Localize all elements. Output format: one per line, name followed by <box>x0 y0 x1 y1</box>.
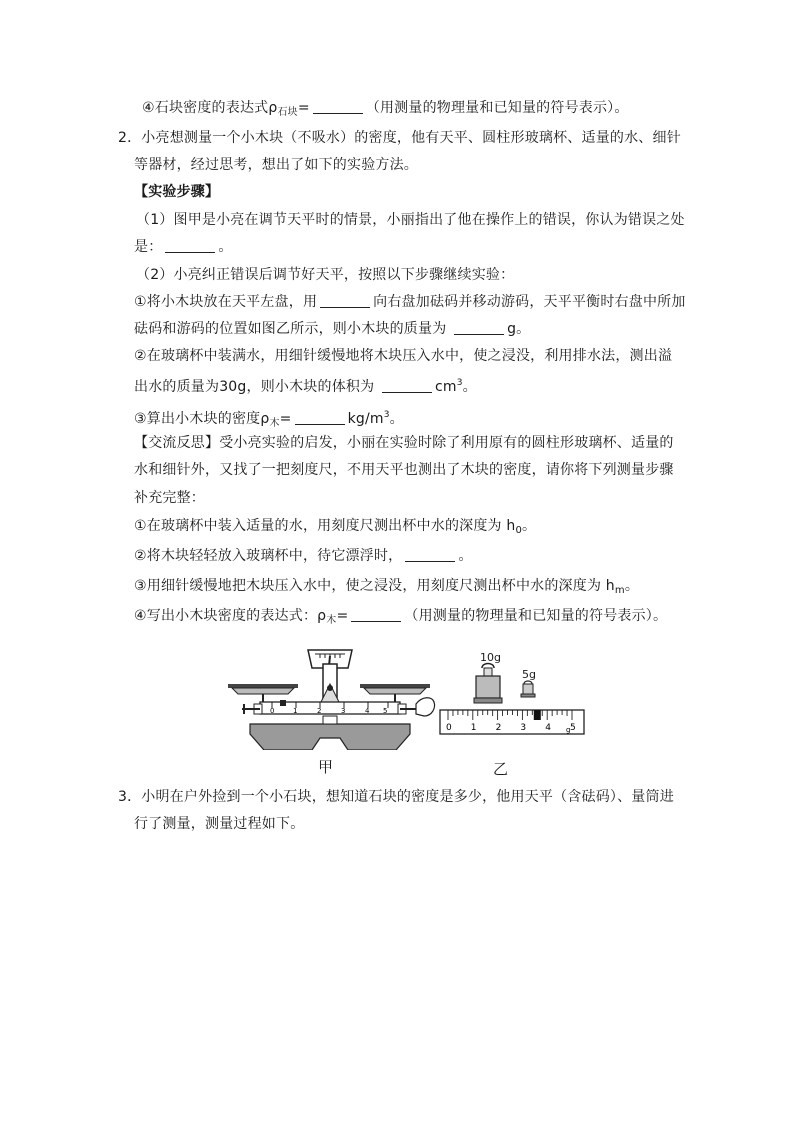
svg-text:3: 3 <box>341 707 346 715</box>
svg-text:4: 4 <box>365 707 370 715</box>
figure-label-b: 乙 <box>493 760 509 778</box>
reflection-line-1: 【交流反思】受小亮实验的启发，小丽在实验时除了利用原有的圆柱形玻璃杯、适量的 <box>134 435 674 451</box>
step-2c-line: ③算出小木块的密度$\rho_木= kg/m^3$。 <box>134 410 404 429</box>
answer-blank[interactable] <box>295 410 345 425</box>
answer-blank[interactable] <box>454 320 504 335</box>
reflection-step-1: ①在玻璃杯中装入适量的水，用刻度尺测出杯中水的深度为 $h_0$。 <box>134 518 537 536</box>
step-2-text: （2）小亮纠正错误后调节好天平，按照以下步骤继续实验： <box>136 267 515 283</box>
question-3-line-2: 行了测量，测量过程如下。 <box>134 816 305 832</box>
step-2a-line-1: ①将小木块放在天平左盘，用 向右盘加砝码并移动游码，天平平衡时右盘中所加 <box>134 294 686 310</box>
weight-5g-label: 5g <box>522 668 536 681</box>
formula-rock-density: ④石块密度的表达式$\rho_{石块}=$ （用测量的物理量和已知量的符号表示）。 <box>142 100 629 118</box>
ruler-tick-label: 4 <box>545 723 551 733</box>
answer-blank[interactable] <box>382 378 432 393</box>
svg-text:0: 0 <box>270 707 275 715</box>
step-1-answer-line: 是： 。 <box>134 239 233 255</box>
step-1-text: （1）图甲是小亮在调节天平时的情景，小丽指出了他在操作上的错误，你认为错误之处 <box>136 212 685 228</box>
question-2-line-2: 等器材，经过思考，想出了如下的实验方法。 <box>134 157 418 173</box>
reflection-step-3: ③用细针缓慢地把木块压入水中，使之浸没，用刻度尺测出杯中水的深度为 $h_m$。 <box>134 578 640 596</box>
reflection-step-4: ④写出小木块密度的表达式：$\rho_木=$ （用测量的物理量和已知量的符号表示）。 <box>134 608 668 626</box>
ruler-tick-label: 3 <box>520 723 527 733</box>
step-2b-line-2: 出水的质量为30g，则小木块的体积为 $cm^3$。 <box>134 378 477 395</box>
ruler-tick-label: 5 <box>570 723 576 733</box>
scale-unit: g <box>566 726 571 734</box>
question-2-line-1: 2．小亮想测量一个小木块（不吸水）的密度，他有天平、圆柱形玻璃杯、适量的水、细针 <box>118 130 681 146</box>
answer-blank[interactable] <box>320 293 370 308</box>
balance-diagram <box>228 650 435 750</box>
balance-figure <box>220 638 600 750</box>
answer-blank[interactable] <box>313 99 363 114</box>
figure-label-a: 甲 <box>318 758 334 776</box>
svg-text:2: 2 <box>317 707 322 715</box>
ruler-tick-label: 0 <box>446 723 452 733</box>
weights-and-scale <box>440 664 584 735</box>
answer-blank[interactable] <box>405 547 455 562</box>
reflection-step-2: ②将木块轻轻放入玻璃杯中，待它漂浮时， 。 <box>134 548 473 564</box>
question-3-line-1: 3．小明在户外捡到一个小石块，想知道石块的密度是多少，他用天平（含砝码）、量筒进 <box>118 789 674 805</box>
reflection-line-2: 水和细针外，又找了一把刻度尺，不用天平也测出了木块的密度，请你将下列测量步骤 <box>134 462 674 478</box>
step-2b-line-1: ②在玻璃杯中装满水，用细针缓慢地将木块压入水中，使之浸没，利用排水法，测出溢 <box>134 348 673 364</box>
step-2a-line-2: 砝码和游码的位置如图乙所示，则小木块的质量为 g。 <box>134 321 531 337</box>
section-heading-steps: 【实验步骤】 <box>134 184 220 200</box>
reflection-line-3: 补充完整： <box>134 490 205 506</box>
svg-text:5: 5 <box>383 707 388 715</box>
answer-blank[interactable] <box>165 238 215 253</box>
weight-10g-label: 10g <box>480 651 501 664</box>
svg-text:1: 1 <box>293 707 298 715</box>
answer-blank[interactable] <box>351 607 401 622</box>
rider-marker <box>534 710 541 720</box>
ruler-tick-label: 2 <box>495 723 502 733</box>
ruler-tick-label: 1 <box>470 723 477 733</box>
